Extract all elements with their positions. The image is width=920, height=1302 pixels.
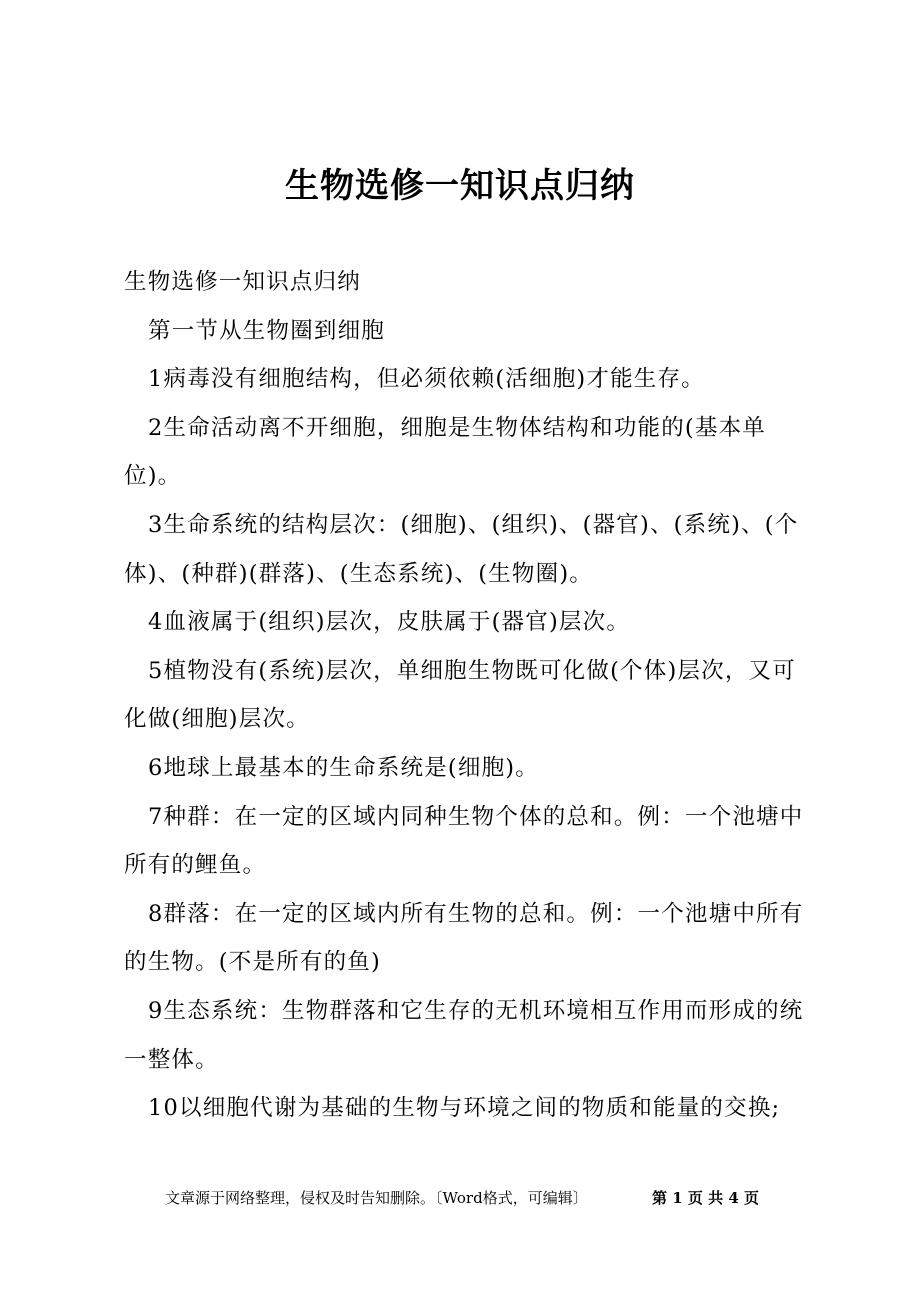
paragraph-point-6: 6地球上最基本的生命系统是(细胞)。 (148, 754, 539, 781)
paragraph-point-1: 1病毒没有细胞结构，但必须依赖(活细胞)才能生存。 (148, 366, 705, 393)
paragraph-point-3: 3生命系统的结构层次：(细胞)、(组织)、(器官)、(系统)、(个体)、(种群)(群落)、(生态系统)、(生物圈)。 (124, 511, 799, 587)
paragraph-section-title: 第一节从生物圈到细胞 (148, 317, 386, 344)
page-number: 第 1 页 共 4 页 (652, 1189, 759, 1207)
paragraph-point-5: 5植物没有(系统)层次，单细胞生物既可化做(个体)层次，又可化做(细胞)层次。 (124, 657, 796, 733)
footer-note: 文章源于网络整理，侵权及时告知删除。〔Word格式，可编辑〕 (165, 1189, 588, 1207)
paragraph-point-2: 2生命活动离不开细胞，细胞是生物体结构和功能的(基本单位)。 (124, 414, 766, 490)
paragraph-point-9: 9生态系统：生物群落和它生存的无机环境相互作用而形成的统一整体。 (124, 997, 804, 1073)
paragraph-point-8: 8群落：在一定的区域内所有生物的总和。例：一个池塘中所有的生物。(不是所有的鱼) (124, 900, 804, 976)
document-title: 生物选修一知识点归纳 (285, 166, 635, 206)
page-footer (0, 1184, 920, 1212)
paragraph-point-7: 7种群：在一定的区域内同种生物个体的总和。例：一个池塘中所有的鲤鱼。 (124, 803, 804, 879)
paragraph-point-4: 4血液属于(组织)层次，皮肤属于(器官)层次。 (148, 609, 631, 636)
paragraph-point-10: 10以细胞代谢为基础的生物与环境之间的物质和能量的交换; (148, 1095, 781, 1122)
document-body (124, 258, 814, 1133)
paragraph-heading: 生物选修一知识点归纳 (124, 269, 362, 295)
